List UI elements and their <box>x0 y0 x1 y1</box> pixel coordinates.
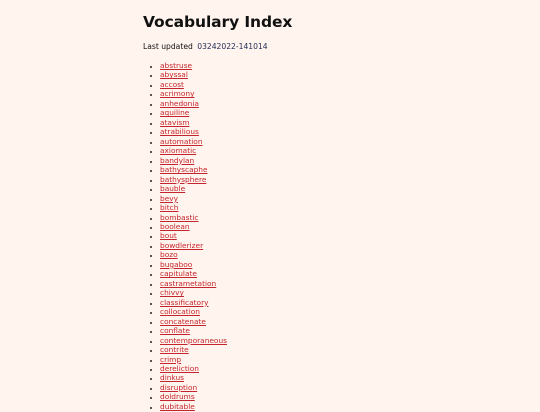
list-item <box>160 156 523 165</box>
word-link[interactable]: bevy <box>160 193 178 203</box>
word-link[interactable]: conflate <box>160 326 190 336</box>
page-content <box>143 11 523 411</box>
list-item <box>160 288 523 297</box>
word-link[interactable]: bauble <box>160 184 186 194</box>
list-item <box>160 89 523 98</box>
word-link[interactable]: capitulate <box>160 269 197 279</box>
list-item <box>160 307 523 316</box>
list-item <box>160 260 523 269</box>
list-item <box>160 184 523 193</box>
word-link[interactable]: contrite <box>160 345 189 355</box>
list-item <box>160 336 523 345</box>
word-link[interactable]: contemporaneous <box>160 335 227 345</box>
list-item <box>160 241 523 250</box>
word-link[interactable]: disruption <box>160 382 198 392</box>
list-item <box>160 269 523 278</box>
word-link[interactable]: classificatory <box>160 297 209 307</box>
list-item <box>160 250 523 259</box>
list-item <box>160 383 523 392</box>
word-link[interactable]: crimp <box>160 354 182 364</box>
word-list <box>143 61 523 411</box>
word-link[interactable]: anhedonia <box>160 98 199 108</box>
word-link[interactable]: acrimony <box>160 89 195 99</box>
list-item <box>160 99 523 108</box>
list-item <box>160 364 523 373</box>
word-link[interactable]: atrabilious <box>160 127 199 137</box>
word-link[interactable]: concatenate <box>160 316 206 326</box>
word-link[interactable]: bombastic <box>160 212 199 222</box>
list-item <box>160 345 523 354</box>
word-link[interactable]: bozo <box>160 250 178 260</box>
list-item <box>160 118 523 127</box>
list-item <box>160 317 523 326</box>
list-item <box>160 194 523 203</box>
list-item <box>160 137 523 146</box>
list-item <box>160 392 523 401</box>
word-link[interactable]: bowdlerizer <box>160 240 204 250</box>
list-item <box>160 222 523 231</box>
word-link[interactable]: accost <box>160 79 184 89</box>
page-title: Vocabulary Index <box>143 13 293 31</box>
word-link[interactable]: bathyscaphe <box>160 165 208 175</box>
list-item <box>160 213 523 222</box>
list-item <box>160 298 523 307</box>
word-link[interactable]: bandylan <box>160 155 195 165</box>
word-link[interactable]: bathysphere <box>160 174 207 184</box>
list-item <box>160 61 523 70</box>
word-link[interactable]: aquiline <box>160 108 190 118</box>
list-item <box>160 231 523 240</box>
list-item <box>160 355 523 364</box>
last-updated <box>143 41 523 53</box>
list-item <box>160 80 523 89</box>
list-item <box>160 108 523 117</box>
word-link[interactable]: automation <box>160 136 203 146</box>
list-item <box>160 175 523 184</box>
last-updated-value: 03242022-141014 <box>197 42 268 51</box>
word-link[interactable]: dubitable <box>160 401 195 411</box>
word-link[interactable]: abyssal <box>160 70 188 80</box>
list-item <box>160 146 523 155</box>
word-link[interactable]: doldrums <box>160 392 195 402</box>
word-link[interactable]: bugaboo <box>160 259 193 269</box>
word-link[interactable]: dereliction <box>160 364 199 373</box>
list-item <box>160 279 523 288</box>
list-item <box>160 165 523 174</box>
word-link[interactable]: axiomatic <box>160 146 197 156</box>
word-link[interactable]: abstruse <box>160 61 193 70</box>
word-link[interactable]: collocation <box>160 307 200 317</box>
list-item <box>160 203 523 212</box>
word-link[interactable]: bout <box>160 231 177 241</box>
list-item <box>160 127 523 136</box>
word-link[interactable]: bitch <box>160 203 179 213</box>
list-item <box>160 326 523 335</box>
list-item <box>160 373 523 382</box>
list-item <box>160 70 523 79</box>
word-link[interactable]: atavism <box>160 117 190 127</box>
list-item <box>160 402 523 411</box>
word-link[interactable]: boolean <box>160 221 190 231</box>
word-link[interactable]: castrametation <box>160 278 217 288</box>
last-updated-label: Last updated <box>143 42 193 51</box>
word-link[interactable]: chivvy <box>160 288 184 298</box>
word-link[interactable]: dinkus <box>160 373 185 383</box>
